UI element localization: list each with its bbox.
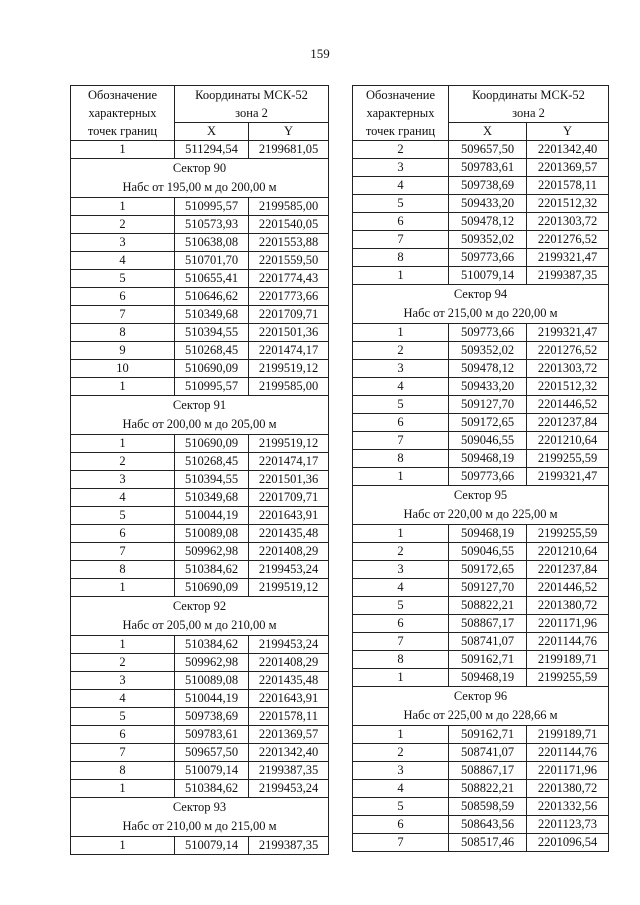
table-row	[353, 195, 609, 213]
table-row	[353, 342, 609, 360]
coordinate-x: 509162,71	[449, 726, 527, 744]
coordinate-y: 2201096,54	[527, 834, 609, 852]
coordinate-x: 510268,45	[175, 342, 249, 360]
sector-header-row	[71, 396, 329, 435]
point-number: 1	[353, 669, 449, 687]
coordinate-y: 2201276,52	[527, 231, 609, 249]
coordinate-x: 508822,21	[449, 780, 527, 798]
coordinate-y: 2199519,12	[249, 579, 329, 597]
point-number: 2	[353, 342, 449, 360]
coordinate-x: 509172,65	[449, 414, 527, 432]
table-row	[71, 762, 329, 780]
coordinate-x: 509162,71	[449, 651, 527, 669]
table-row	[353, 159, 609, 177]
point-number: 7	[353, 834, 449, 852]
table-row	[353, 834, 609, 852]
table-row	[71, 198, 329, 216]
coordinate-y: 2199321,47	[527, 249, 609, 267]
coordinate-y: 2201578,11	[527, 177, 609, 195]
coordinate-y: 2199189,71	[527, 651, 609, 669]
coordinate-y: 2201774,43	[249, 270, 329, 288]
point-number: 2	[353, 543, 449, 561]
coordinate-x: 508822,21	[449, 597, 527, 615]
coordinate-y: 2201643,91	[249, 507, 329, 525]
page-number: 159	[310, 46, 330, 61]
coordinate-x: 510349,68	[175, 489, 249, 507]
table-row	[353, 633, 609, 651]
point-number: 1	[71, 636, 175, 654]
coordinate-y: 2201446,52	[527, 396, 609, 414]
table-row	[353, 798, 609, 816]
coordinate-x: 510690,09	[175, 579, 249, 597]
table-row	[353, 378, 609, 396]
sector-title: Сектор 96 Набс от 225,00 м до 228,66 м	[353, 687, 609, 726]
point-number: 2	[353, 744, 449, 762]
coordinate-x: 509962,98	[175, 543, 249, 561]
header-y: Y	[527, 123, 609, 141]
point-number: 1	[71, 780, 175, 798]
table-row	[71, 690, 329, 708]
coordinate-y: 2201144,76	[527, 633, 609, 651]
coordinate-y: 2201773,66	[249, 288, 329, 306]
coordinate-y: 2201512,32	[527, 195, 609, 213]
sector-title: Сектор 92 Набс от 205,00 м до 210,00 м	[71, 597, 329, 636]
point-number: 1	[71, 378, 175, 396]
coordinate-y: 2201123,73	[527, 816, 609, 834]
coordinate-x: 509773,66	[449, 324, 527, 342]
coordinate-x: 510394,55	[175, 324, 249, 342]
table-row	[71, 270, 329, 288]
coordinate-x: 509468,19	[449, 525, 527, 543]
coordinate-y: 2199189,71	[527, 726, 609, 744]
coordinate-y: 2199519,12	[249, 435, 329, 453]
point-number: 10	[71, 360, 175, 378]
table-row	[353, 816, 609, 834]
coordinate-y: 2199321,47	[527, 468, 609, 486]
coordinate-x: 509352,02	[449, 342, 527, 360]
coordinate-x: 509773,66	[449, 468, 527, 486]
point-number: 1	[353, 324, 449, 342]
table-row	[353, 744, 609, 762]
coordinate-x: 509046,55	[449, 432, 527, 450]
coordinate-x: 510044,19	[175, 507, 249, 525]
table-row	[71, 471, 329, 489]
coordinate-y: 2201435,48	[249, 672, 329, 690]
table-row	[353, 360, 609, 378]
table-row	[353, 231, 609, 249]
point-number: 3	[71, 471, 175, 489]
coordinate-x: 509352,02	[449, 231, 527, 249]
point-number: 7	[353, 231, 449, 249]
point-number: 6	[71, 288, 175, 306]
table-row	[71, 654, 329, 672]
table-row	[353, 669, 609, 687]
coordinate-y: 2199681,05	[249, 141, 329, 159]
coordinate-y: 2201709,71	[249, 489, 329, 507]
coordinate-x: 510690,09	[175, 435, 249, 453]
coordinate-x: 510995,57	[175, 198, 249, 216]
coordinate-y: 2201408,29	[249, 543, 329, 561]
point-number: 7	[71, 744, 175, 762]
coordinate-x: 509738,69	[175, 708, 249, 726]
point-number: 8	[353, 651, 449, 669]
coordinate-x: 509127,70	[449, 396, 527, 414]
table-row	[71, 726, 329, 744]
coordinate-x: 509046,55	[449, 543, 527, 561]
coordinate-y: 2199387,35	[249, 762, 329, 780]
table-row	[71, 216, 329, 234]
table-row	[71, 324, 329, 342]
point-number: 3	[353, 360, 449, 378]
coordinate-y: 2201501,36	[249, 324, 329, 342]
point-number: 6	[353, 816, 449, 834]
coordinate-y: 2199255,59	[527, 669, 609, 687]
coordinate-x: 510044,19	[175, 690, 249, 708]
coordinate-y: 2201342,40	[249, 744, 329, 762]
sector-header-row	[353, 687, 609, 726]
point-number: 3	[71, 672, 175, 690]
coordinate-y: 2201474,17	[249, 342, 329, 360]
header-point-designation: Обозначение характерных точек границ	[71, 86, 175, 141]
coordinate-y: 2201303,72	[527, 213, 609, 231]
point-number: 8	[353, 450, 449, 468]
coordinates-table-left	[70, 85, 329, 855]
point-number: 4	[353, 177, 449, 195]
coordinate-y: 2201380,72	[527, 597, 609, 615]
coordinate-y: 2199585,00	[249, 198, 329, 216]
point-number: 7	[353, 633, 449, 651]
coordinate-y: 2201210,64	[527, 432, 609, 450]
coordinate-y: 2201559,50	[249, 252, 329, 270]
coordinate-y: 2201512,32	[527, 378, 609, 396]
point-number: 3	[353, 762, 449, 780]
table-row	[353, 780, 609, 798]
header-coordinates: Координаты МСК-52 зона 2	[175, 86, 329, 123]
coordinate-y: 2201303,72	[527, 360, 609, 378]
point-number: 1	[71, 837, 175, 855]
table-row	[353, 267, 609, 285]
coordinate-x: 510638,08	[175, 234, 249, 252]
table-row	[353, 525, 609, 543]
table-row	[353, 579, 609, 597]
point-number: 4	[353, 378, 449, 396]
point-number: 5	[353, 597, 449, 615]
coordinate-y: 2199453,24	[249, 636, 329, 654]
coordinate-y: 2201501,36	[249, 471, 329, 489]
coordinate-x: 509783,61	[449, 159, 527, 177]
table-row	[353, 726, 609, 744]
point-number: 1	[353, 267, 449, 285]
table-row	[353, 396, 609, 414]
coordinate-x: 509657,50	[175, 744, 249, 762]
coordinate-x: 509478,12	[449, 213, 527, 231]
table-row	[71, 543, 329, 561]
coordinate-x: 508517,46	[449, 834, 527, 852]
table-row	[353, 615, 609, 633]
point-number: 1	[71, 579, 175, 597]
sector-header-row	[353, 486, 609, 525]
point-number: 6	[353, 615, 449, 633]
coordinate-y: 2199387,35	[249, 837, 329, 855]
coordinate-x: 509433,20	[449, 378, 527, 396]
table-row	[353, 450, 609, 468]
point-number: 4	[71, 252, 175, 270]
table-row	[71, 288, 329, 306]
coordinates-table-right	[352, 85, 609, 852]
sector-header-row	[353, 285, 609, 324]
coordinate-y: 2201435,48	[249, 525, 329, 543]
table-row	[353, 213, 609, 231]
table-row	[71, 837, 329, 855]
table-row	[71, 360, 329, 378]
table-row	[353, 762, 609, 780]
coordinate-x: 509783,61	[175, 726, 249, 744]
coordinate-x: 509127,70	[449, 579, 527, 597]
coordinate-x: 510349,68	[175, 306, 249, 324]
sector-title: Сектор 91 Набс от 200,00 м до 205,00 м	[71, 396, 329, 435]
coordinate-x: 509773,66	[449, 249, 527, 267]
table-row	[353, 414, 609, 432]
table-row	[71, 561, 329, 579]
point-number: 4	[71, 690, 175, 708]
coordinate-x: 510384,62	[175, 561, 249, 579]
coordinate-x: 508643,56	[449, 816, 527, 834]
table-row	[71, 672, 329, 690]
table-row	[353, 651, 609, 669]
table-body-left	[71, 141, 329, 855]
coordinate-x: 510089,08	[175, 525, 249, 543]
coordinate-y: 2201380,72	[527, 780, 609, 798]
header-point-designation: Обозначение характерных точек границ	[353, 86, 449, 141]
coordinate-y: 2201578,11	[249, 708, 329, 726]
coordinate-x: 510995,57	[175, 378, 249, 396]
header-coordinates: Координаты МСК-52 зона 2	[449, 86, 609, 123]
sector-header-row	[71, 597, 329, 636]
table-row	[353, 543, 609, 561]
coordinate-x: 509468,19	[449, 450, 527, 468]
coordinate-y: 2199255,59	[527, 450, 609, 468]
point-number: 8	[71, 762, 175, 780]
coordinate-x: 508867,17	[449, 762, 527, 780]
sector-title: Сектор 95 Набс от 220,00 м до 225,00 м	[353, 486, 609, 525]
sector-title: Сектор 93 Набс от 210,00 м до 215,00 м	[71, 798, 329, 837]
coordinate-y: 2199519,12	[249, 360, 329, 378]
sector-title: Сектор 90 Набс от 195,00 м до 200,00 м	[71, 159, 329, 198]
coordinate-y: 2201369,57	[249, 726, 329, 744]
header-y: Y	[249, 123, 329, 141]
coordinate-x: 508867,17	[449, 615, 527, 633]
coordinate-x: 510384,62	[175, 780, 249, 798]
table-row	[71, 453, 329, 471]
coordinate-y: 2201144,76	[527, 744, 609, 762]
point-number: 8	[71, 561, 175, 579]
coordinate-y: 2201237,84	[527, 561, 609, 579]
point-number: 1	[353, 726, 449, 744]
point-number: 1	[71, 435, 175, 453]
point-number: 2	[71, 453, 175, 471]
point-number: 8	[71, 324, 175, 342]
table-row	[71, 252, 329, 270]
table-row	[353, 468, 609, 486]
point-number: 5	[353, 195, 449, 213]
coordinate-y: 2201643,91	[249, 690, 329, 708]
coordinate-x: 510701,70	[175, 252, 249, 270]
table-row	[71, 342, 329, 360]
coordinate-x: 510690,09	[175, 360, 249, 378]
point-number: 6	[71, 726, 175, 744]
point-number: 7	[353, 432, 449, 450]
coordinate-y: 2201237,84	[527, 414, 609, 432]
point-number: 3	[353, 561, 449, 579]
point-number: 5	[353, 396, 449, 414]
header-x: X	[175, 123, 249, 141]
point-number: 7	[71, 543, 175, 561]
coordinate-y: 2201709,71	[249, 306, 329, 324]
point-number: 1	[353, 525, 449, 543]
table-row	[71, 525, 329, 543]
coordinate-x: 510394,55	[175, 471, 249, 489]
table-row	[71, 435, 329, 453]
table-row	[353, 249, 609, 267]
table-row	[353, 324, 609, 342]
coordinate-x: 510079,14	[449, 267, 527, 285]
coordinate-x: 510646,62	[175, 288, 249, 306]
header-x: X	[449, 123, 527, 141]
point-number: 7	[71, 306, 175, 324]
table-row	[71, 378, 329, 396]
table-row	[71, 234, 329, 252]
sector-title: Сектор 94 Набс от 215,00 м до 220,00 м	[353, 285, 609, 324]
point-number: 3	[71, 234, 175, 252]
point-number: 6	[353, 414, 449, 432]
table-row	[353, 597, 609, 615]
point-number: 5	[353, 798, 449, 816]
table-row	[71, 708, 329, 726]
coordinate-y: 2201171,96	[527, 615, 609, 633]
coordinate-x: 510573,93	[175, 216, 249, 234]
coordinate-x: 509738,69	[449, 177, 527, 195]
table-row	[353, 561, 609, 579]
table-row	[353, 432, 609, 450]
coordinate-y: 2201332,56	[527, 798, 609, 816]
table-row	[71, 489, 329, 507]
coordinate-x: 509478,12	[449, 360, 527, 378]
coordinate-y: 2201408,29	[249, 654, 329, 672]
point-number: 4	[353, 579, 449, 597]
coordinate-y: 2199255,59	[527, 525, 609, 543]
coordinate-x: 509962,98	[175, 654, 249, 672]
point-number: 2	[71, 216, 175, 234]
point-number: 1	[71, 198, 175, 216]
point-number: 2	[71, 654, 175, 672]
coordinate-y: 2201210,64	[527, 543, 609, 561]
point-number: 5	[71, 507, 175, 525]
table-row	[71, 744, 329, 762]
coordinate-x: 511294,54	[175, 141, 249, 159]
coordinate-y: 2199585,00	[249, 378, 329, 396]
coordinate-x: 510079,14	[175, 762, 249, 780]
point-number: 1	[71, 141, 175, 159]
coordinate-x: 509657,50	[449, 141, 527, 159]
point-number: 2	[353, 141, 449, 159]
coordinate-y: 2199453,24	[249, 561, 329, 579]
point-number: 4	[71, 489, 175, 507]
coordinate-y: 2201446,52	[527, 579, 609, 597]
coordinate-x: 510384,62	[175, 636, 249, 654]
point-number: 3	[353, 159, 449, 177]
coordinate-y: 2201276,52	[527, 342, 609, 360]
sector-header-row	[71, 159, 329, 198]
point-number: 1	[353, 468, 449, 486]
coordinate-y: 2199321,47	[527, 324, 609, 342]
table-body-right	[353, 141, 609, 852]
coordinate-x: 510655,41	[175, 270, 249, 288]
point-number: 9	[71, 342, 175, 360]
coordinate-y: 2201474,17	[249, 453, 329, 471]
table-row	[353, 141, 609, 159]
table-row	[71, 636, 329, 654]
point-number: 5	[71, 708, 175, 726]
table-row	[71, 780, 329, 798]
coordinate-x: 510268,45	[175, 453, 249, 471]
point-number: 6	[71, 525, 175, 543]
coordinate-y: 2201171,96	[527, 762, 609, 780]
point-number: 6	[353, 213, 449, 231]
table-row	[71, 579, 329, 597]
point-number: 8	[353, 249, 449, 267]
coordinate-y: 2201553,88	[249, 234, 329, 252]
sector-header-row	[71, 798, 329, 837]
coordinate-y: 2199453,24	[249, 780, 329, 798]
coordinate-y: 2201540,05	[249, 216, 329, 234]
coordinate-x: 509433,20	[449, 195, 527, 213]
table-row	[71, 507, 329, 525]
coordinate-x: 508741,07	[449, 633, 527, 651]
point-number: 5	[71, 270, 175, 288]
table-row	[71, 141, 329, 159]
coordinate-x: 510079,14	[175, 837, 249, 855]
table-row	[353, 177, 609, 195]
coordinate-x: 508741,07	[449, 744, 527, 762]
coordinate-x: 508598,59	[449, 798, 527, 816]
coordinate-x: 509172,65	[449, 561, 527, 579]
coordinate-y: 2201369,57	[527, 159, 609, 177]
coordinate-y: 2199387,35	[527, 267, 609, 285]
table-row	[71, 306, 329, 324]
point-number: 4	[353, 780, 449, 798]
coordinate-x: 509468,19	[449, 669, 527, 687]
coordinate-y: 2201342,40	[527, 141, 609, 159]
coordinate-x: 510089,08	[175, 672, 249, 690]
